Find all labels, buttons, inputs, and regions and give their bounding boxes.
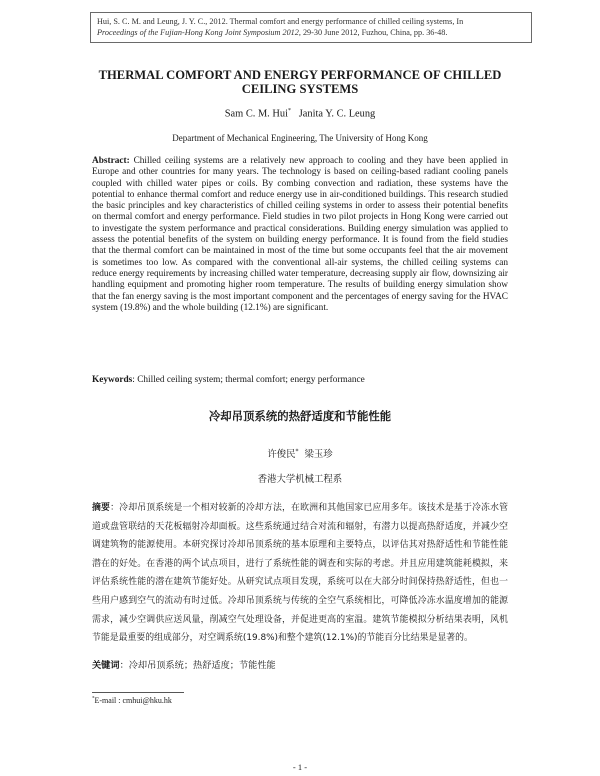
footnote [92, 696, 172, 705]
citation-box [90, 12, 532, 43]
chinese-author-second: 梁玉珍 [304, 449, 333, 460]
author-first: Sam C. M. Hui [224, 108, 288, 120]
citation-line-2 [97, 27, 525, 38]
keywords-label: Keywords [92, 375, 133, 385]
page-number: - 1 - [292, 762, 308, 772]
affiliation: Department of Mechanical Engineering, The University of Hong Kong [172, 133, 428, 143]
author-mark: * [287, 108, 291, 114]
citation-details: , 29-30 June 2012, Fuzhou, China, pp. 36-48. [298, 28, 448, 37]
keywords [92, 375, 508, 386]
chinese-author-list [80, 446, 520, 460]
chinese-author-mark: * [295, 447, 299, 455]
abstract-label: Abstract: [92, 156, 130, 166]
chinese-keywords-label: 关键词 [92, 660, 120, 671]
footnote-divider [92, 692, 184, 693]
keywords-text: : Chilled ceiling system; thermal comfort; energy performance [132, 375, 365, 385]
chinese-keywords [92, 657, 508, 671]
chinese-abstract [92, 499, 508, 648]
citation-journal: Proceedings of the Fujian-Hong Kong Joint Symposium 2012 [97, 28, 299, 37]
chinese-abstract-text: ：冷却吊顶系统是一个相对较新的冷却方法，在欧洲和其他国家已应用多年。该技术是基于冷冻水管道或盘管联结的天花板辐射冷却面板。这些系统通过结合对流和辐射，有潜力以提高热舒适度，并减少空调建筑物的能源使用。本研究探讨冷却吊顶系统的基本原理和主要特点，以评估其对热舒适性和节能性能潜在的好处。在香港的两个试点项目，进行了系统性能的调查和实际的考虑。并且应用建筑能耗模拟，来评估系统性能的潜在建筑节能好处。从研究试点项目发现，系统可以在大部分时间保持热舒适性，但也一些用户感到空气的流动有时过低。冷却吊顶系统与传统的全空气系统相比，可降低冷冻水温度增加的能源需求，减少空调供应送风量，削减空气处理设备，并促进更高的室温。建筑节能模拟分析结果表明，风机节能是最重要的组成部分，对空调系统(19.8%)和整个建筑(12.1%)的节能百分比结果是显著的。 [92, 503, 509, 644]
citation-line-1: Hui, S. C. M. and Leung, J. Y. C., 2012. Thermal comfort and energy performance of chilled ceiling systems, In [97, 17, 464, 26]
footnote-email: E-mail : cmhui@hku.hk [94, 696, 172, 705]
paper-title: THERMAL COMFORT AND ENERGY PERFORMANCE OF CHILLED CEILING SYSTEMS [98, 68, 502, 96]
footnote-mark: * [92, 696, 95, 702]
chinese-keywords-text: ：冷却吊顶系统；热舒适度；节能性能 [119, 660, 276, 671]
author-list [80, 108, 520, 119]
chinese-abstract-label: 摘要 [92, 503, 111, 513]
chinese-title: 冷却吊顶系统的热舒适度和节能性能 [208, 409, 392, 423]
chinese-author-first: 许俊民 [267, 449, 296, 460]
author-second: Janita Y. C. Leung [298, 108, 376, 120]
chinese-affiliation: 香港大学机械工程系 [257, 474, 343, 485]
abstract-text: Chilled ceiling systems are a relatively new approach to cooling and they have been applied in Europe and other countries for many years. The technology is based on ceiling-based radiant cooling panels coupled with chilled water pipes or coils. By combing convection and radiation, these systems have the potential to enhance thermal comfort and reduce energy use in air-conditioned buildings. This research studied the basic principles and key characteristics of chilled ceiling systems in order to assess their potential benefits on thermal comfort and energy performance. Field studies in two pilot projects in Hong Kong were carried out to investigate the system performance and practical considerations. Building energy simulation was applied to assess the potential benefits of the system on building energy performance. It is found from the field studies that the thermal comfort can be maintained in most of the time but some occupants feel that the air movement is sometimes too low. As compared with the conventional all-air systems, the chilled ceiling systems can reduce energy requirements by increasing chilled water temperature, decreasing supply air flow, downsizing air handling equipment and promoting higher room temperature. The results of building energy simulation show that the fan energy saving is the most important component and the percentages of energy saving for the HVAC system (19.8%) and the whole building (12.1%) are significant. [92, 156, 509, 313]
abstract [92, 156, 508, 314]
